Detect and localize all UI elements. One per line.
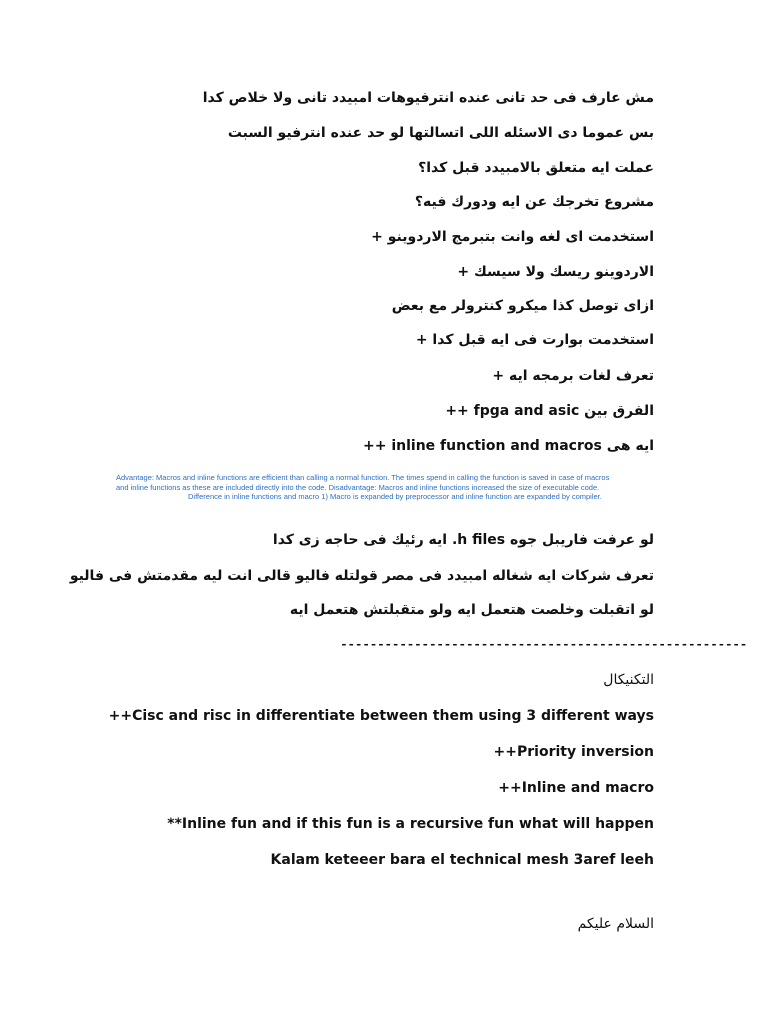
text-line: استخدمت بوارت فى ايه قبل كدا + xyxy=(415,332,654,348)
technical-item: ++Inline and macro xyxy=(498,780,654,796)
text-line: لو اتقبلت وخلصت هتعمل ايه ولو متقبلتش هتعمل ايه xyxy=(289,602,654,618)
text-line: استخدمت اى لغه وانت بتبرمج الاردوينو + xyxy=(371,229,654,245)
note-line: and inline functions as these are included directly into the code. Disadvantage: Macros and inline functions increased the size of executable code. xyxy=(116,482,600,492)
explanation-note xyxy=(116,473,652,502)
text-line: عملت ايه متعلق بالامبيدد قبل كدا؟ xyxy=(418,160,654,176)
text-line: تعرف شركات ايه شغاله امبيدد فى مصر قولتله فاليو قالى انت ليه مقدمتش فى فاليو xyxy=(69,568,654,584)
closing-greeting: السلام عليكم xyxy=(577,916,654,932)
text-line: الاردوينو ريسك ولا سيسك + xyxy=(457,264,654,280)
text-line: تعرف لغات برمجه ايه + xyxy=(492,368,654,384)
technical-item: Kalam keteeer bara el technical mesh 3aref leeh xyxy=(270,852,654,868)
text-line: الفرق بين fpga and asic ++ xyxy=(445,403,654,419)
section-heading: التكنيكال xyxy=(603,672,654,688)
text-line: مشروع تخرجك عن ايه ودورك فيه؟ xyxy=(414,194,654,210)
technical-item: **Inline fun and if this fun is a recursive fun what will happen xyxy=(167,816,654,832)
technical-item: ++Cisc and risc in differentiate between them using 3 different ways xyxy=(108,708,654,724)
text-line: ازاى توصل كذا ميكرو كنترولر مع بعض xyxy=(391,298,654,314)
divider-line: ------------------------------------------------------- xyxy=(340,637,748,652)
note-line: Advantage: Macros and inline functions are efficient than calling a normal function. The times spend in calling the function is saved in case of macros xyxy=(116,473,610,482)
note-line: Difference in inline functions and macro 1) Macro is expanded by preprocessor and inline function are expanded by compiler. xyxy=(188,492,602,501)
text-line: ايه هى inline function and macros ++ xyxy=(363,438,654,454)
text-line: مش عارف فى حد تانى عنده انترفيوهات امبيدد تانى ولا خلاص كدا xyxy=(202,90,654,106)
text-line: بس عموما دى الاسئله اللى اتسالتها لو حد عنده انترفيو السبت xyxy=(227,125,654,141)
text-line: لو عرفت فاريبل جوه h files. ايه رئيك فى حاجه زى كدا xyxy=(272,532,654,548)
technical-item: ++Priority inversion xyxy=(493,744,654,760)
